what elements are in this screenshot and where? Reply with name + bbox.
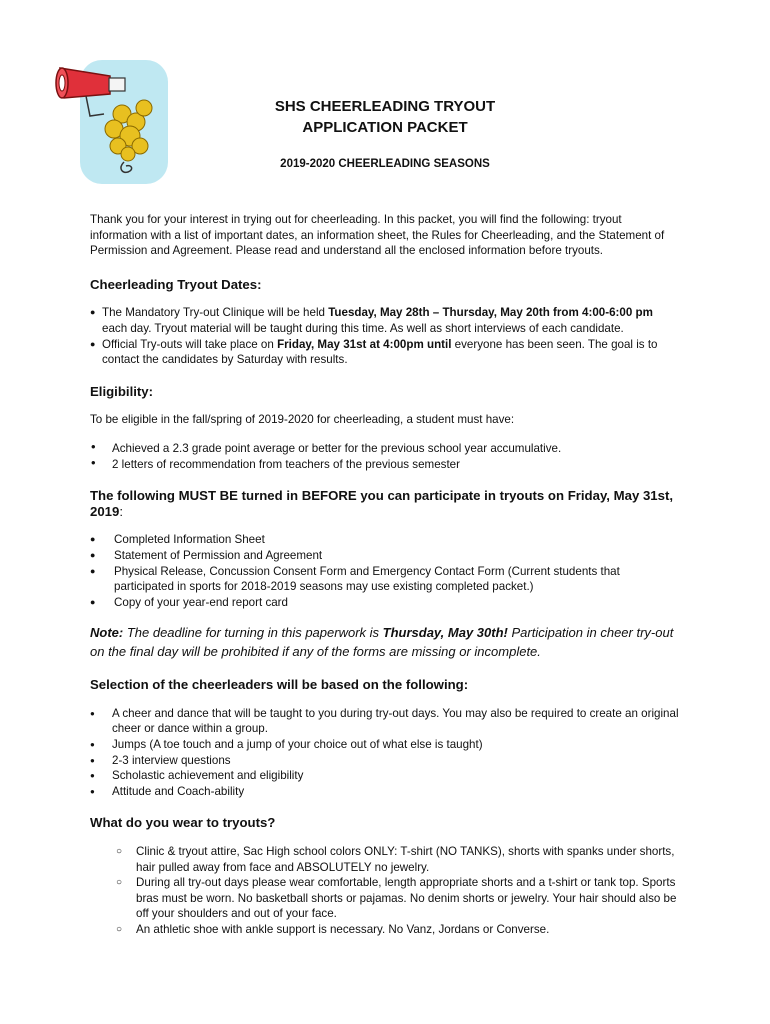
deadline-note: Note: The deadline for turning in this paperwork is Thursday, May 30th! Participation in cheer try-out on the final day will be prohibited if any of the forms are missing or incomplete. <box>90 625 674 660</box>
list-item: ● Copy of your year-end report card <box>90 595 288 609</box>
list-item: ● Physical Release, Concussion Consent Form and Emergency Contact Form (Current students that participated in sports for 2018-2019 seasons may use existing completed packet.) <box>90 564 620 594</box>
must-turn-in-heading: The following MUST BE turned in BEFORE you can participate in tryouts on Friday, May 31st, 2019: <box>90 488 673 519</box>
circle-bullet-icon: ○ <box>116 877 123 889</box>
list-item: ● 2-3 interview questions <box>90 753 231 767</box>
selection-list <box>90 706 680 800</box>
bullet-icon: • <box>91 454 96 470</box>
list-item: ● Scholastic achievement and eligibility <box>90 769 304 783</box>
wear-heading: What do you wear to tryouts? <box>90 815 276 831</box>
list-item: ● A cheer and dance that will be taught to you during try-out days. You may also be required to create an original cheer or dance within a group. <box>90 706 679 736</box>
list-item: ● Jumps (A toe touch and a jump of your choice out of what else is taught) <box>90 738 483 752</box>
tryout-dates-heading: Cheerleading Tryout Dates: <box>90 276 262 292</box>
megaphone-pompom-clipart <box>52 54 172 186</box>
tryout-dates-list <box>90 305 680 367</box>
bullet-icon: ● <box>90 338 96 349</box>
list-item: ○ During all try-out days please wear comfortable, length appropriate shorts and a t-shirt or tank top. Sports bras must be worn. No basketball shorts or pajamas. No denim shorts or jewelry. Your hair should also be off your shoulders and out of your face. <box>116 876 677 921</box>
selection-heading: Selection of the cheerleaders will be based on the following: <box>90 677 469 693</box>
list-item: ● Statement of Permission and Agreement <box>90 548 323 562</box>
title-line-2: APPLICATION PACKET <box>302 119 468 136</box>
circle-bullet-icon: ○ <box>116 924 123 935</box>
intro-paragraph: Thank you for your interest in trying out for cheerleading. In this packet, you will find the following: tryout information with a list of important dates, an information sheet, the Rules for Cheerleading, and the Statement of Permission and Agreement. Please read and understand all the enclosed information before tryouts. <box>90 213 665 258</box>
must-turn-in-list <box>90 532 680 610</box>
bullet-icon: ● <box>90 708 95 718</box>
bullet-icon: ● <box>90 596 96 607</box>
bullet-icon: ● <box>90 565 96 576</box>
eligibility-list <box>90 438 680 472</box>
bullet-icon: ● <box>90 549 96 560</box>
wear-list <box>90 844 680 938</box>
title-line-1: SHS CHEERLEADING TRYOUT <box>274 98 496 115</box>
document-subtitle: 2019-2020 CHEERLEADING SEASONS <box>280 158 490 170</box>
bullet-icon: ● <box>90 307 96 318</box>
tryout-date-item: ● Official Try-outs will take place on Friday, May 31st at 4:00pm until everyone has been seen. The goal is to contact the candidates by Saturday with results. <box>90 337 658 367</box>
bullet-icon: ● <box>90 755 95 765</box>
eligibility-intro: To be eligible in the fall/spring of 2019-2020 for cheerleading, a student must have: <box>90 413 515 427</box>
list-item: ○ An athletic shoe with ankle support is necessary. No Vanz, Jordans or Converse. <box>116 923 550 936</box>
list-item: ● Attitude and Coach-ability <box>90 784 245 798</box>
bullet-icon: ● <box>90 786 95 796</box>
bullet-icon: • <box>91 438 96 454</box>
tryout-date-item: ● The Mandatory Try-out Clinique will be held Tuesday, May 28th – Thursday, May 20th from 4:00-6:00 pm each day. Tryout material will be taught during this time. As well as short interviews of each candidate. <box>90 306 653 335</box>
list-item: • 2 letters of recommendation from teachers of the previous semester <box>91 454 460 471</box>
document-body <box>90 212 680 938</box>
list-item: ● Completed Information Sheet <box>90 533 265 547</box>
list-item: • Achieved a 2.3 grade point average or better for the previous school year accumulative. <box>91 438 562 455</box>
bullet-icon: ● <box>90 534 96 545</box>
list-item: ○ Clinic & tryout attire, Sac High school colors ONLY: T-shirt (NO TANKS), shorts with spanks under shorts, hair pulled away from face and ABSOLUTELY no jewelry. <box>116 845 675 874</box>
bullet-icon: ● <box>90 771 95 781</box>
document-title <box>260 96 510 138</box>
circle-bullet-icon: ○ <box>116 846 123 858</box>
eligibility-heading: Eligibility: <box>90 383 154 399</box>
bullet-icon: ● <box>90 740 95 750</box>
